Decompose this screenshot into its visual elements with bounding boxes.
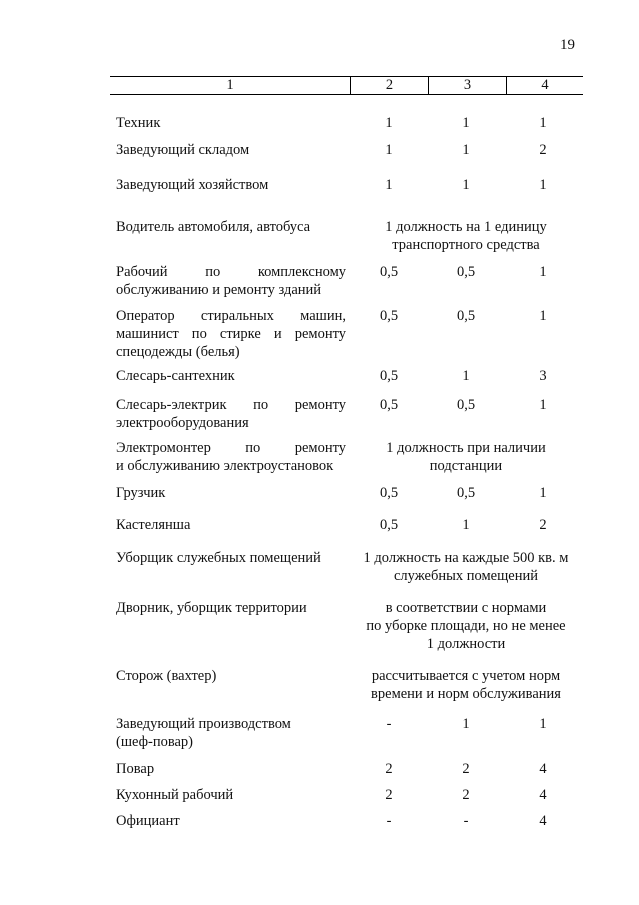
row-value-col-3: 1 — [462, 368, 470, 384]
row-value-col-3: 1 — [462, 177, 470, 193]
name-line: Заведующий производством — [116, 716, 291, 732]
row-span-value — [350, 549, 582, 585]
row-value-col-4: 2 — [539, 142, 547, 158]
row-value-col-3: 1 — [462, 716, 470, 732]
row-value-col-2: 0,5 — [379, 485, 399, 501]
header-col-3: 3 — [429, 77, 507, 94]
row-value-col-4: 1 — [539, 264, 547, 280]
row-name: Сторож (вахтер) — [116, 668, 217, 684]
header-col-1: 1 — [110, 77, 351, 94]
row-name: Кухонный рабочий — [116, 787, 234, 803]
row-name — [116, 396, 346, 432]
header-col-4: 4 — [541, 77, 549, 93]
name-line: спецодежды (белья) — [116, 344, 240, 360]
row-value-col-2: 0,5 — [379, 397, 399, 413]
name-line: Слесарь-электрик по ремонту — [116, 397, 346, 413]
row-value-col-3: 2 — [462, 787, 470, 803]
span-line: подстанции — [429, 458, 503, 474]
row-span-value — [350, 218, 582, 254]
name-line: машинист по стирке и ремонту — [116, 326, 346, 342]
row-value-col-2: - — [386, 716, 392, 732]
row-value-col-3: 0,5 — [456, 485, 476, 501]
row-value-col-4: 4 — [539, 787, 547, 803]
row-name: Техник — [116, 115, 161, 131]
row-value-col-4: 1 — [539, 485, 547, 501]
row-span-value — [350, 439, 582, 475]
row-value-col-2: 1 — [385, 115, 393, 131]
row-value-col-3: 2 — [462, 761, 470, 777]
header-col-2: 2 — [351, 77, 429, 94]
row-name: Грузчик — [116, 485, 166, 501]
row-span-value — [350, 599, 582, 653]
row-value-col-3: 1 — [462, 517, 470, 533]
row-value-col-3: - — [463, 813, 469, 829]
name-line: Оператор стиральных машин, — [116, 308, 346, 324]
row-value-col-2: 0,5 — [379, 308, 399, 324]
row-name: Официант — [116, 813, 180, 829]
name-line: электрооборудования — [116, 415, 249, 431]
row-value-col-2: 0,5 — [379, 517, 399, 533]
span-line: 1 должность при наличии — [386, 440, 546, 456]
row-value-col-3: 1 — [462, 115, 470, 131]
row-value-col-3: 0,5 — [456, 308, 476, 324]
span-line: по уборке площади, но не менее — [366, 618, 566, 634]
row-value-col-2: 0,5 — [379, 368, 399, 384]
name-line: (шеф-повар) — [116, 734, 194, 750]
row-name: Слесарь-сантехник — [116, 368, 235, 384]
table-header — [110, 76, 583, 95]
row-name: Водитель автомобиля, автобуса — [116, 219, 311, 235]
row-value-col-4: 3 — [539, 368, 547, 384]
row-value-col-3: 0,5 — [456, 264, 476, 280]
row-value-col-4: 1 — [539, 308, 547, 324]
name-line: обслуживанию и ремонту зданий — [116, 282, 322, 298]
row-value-col-4: 4 — [539, 813, 547, 829]
row-name — [116, 439, 346, 475]
row-name — [116, 263, 346, 299]
span-line: в соответствии с нормами — [385, 600, 547, 616]
span-line: 1 должности — [426, 636, 506, 652]
row-value-col-2: 1 — [385, 142, 393, 158]
span-line: времени и норм обслуживания — [371, 686, 561, 702]
row-value-col-4: 1 — [539, 716, 547, 732]
name-line: и обслуживанию электроустановок — [116, 458, 334, 474]
row-value-col-2: - — [386, 813, 392, 829]
row-name: Заведующий складом — [116, 142, 250, 158]
row-value-col-4: 1 — [539, 177, 547, 193]
name-line: Рабочий по комплексному — [116, 264, 346, 280]
row-value-col-2: 1 — [385, 177, 393, 193]
row-value-col-2: 2 — [385, 787, 393, 803]
row-value-col-2: 0,5 — [379, 264, 399, 280]
row-value-col-4: 2 — [539, 517, 547, 533]
row-value-col-4: 1 — [539, 115, 547, 131]
row-name: Кастелянша — [116, 517, 191, 533]
row-value-col-2: 2 — [385, 761, 393, 777]
row-value-col-3: 1 — [462, 142, 470, 158]
row-name: Уборщик служебных помещений — [116, 550, 321, 566]
page-number: 19 — [560, 37, 575, 53]
row-name: Повар — [116, 761, 155, 777]
row-value-col-4: 1 — [539, 397, 547, 413]
span-line: 1 должность на каждые 500 кв. м — [363, 550, 569, 566]
name-line: Электромонтер по ремонту — [116, 440, 346, 456]
row-name — [116, 715, 346, 751]
row-name: Заведующий хозяйством — [116, 177, 269, 193]
span-line: транспортного средства — [392, 237, 540, 253]
row-name — [116, 307, 346, 361]
row-name: Дворник, уборщик территории — [116, 600, 307, 616]
span-line: рассчитывается с учетом норм — [371, 668, 561, 684]
row-span-value — [350, 667, 582, 703]
span-line: служебных помещений — [394, 568, 538, 584]
span-line: 1 должность на 1 единицу — [385, 219, 547, 235]
row-value-col-4: 4 — [539, 761, 547, 777]
row-value-col-3: 0,5 — [456, 397, 476, 413]
